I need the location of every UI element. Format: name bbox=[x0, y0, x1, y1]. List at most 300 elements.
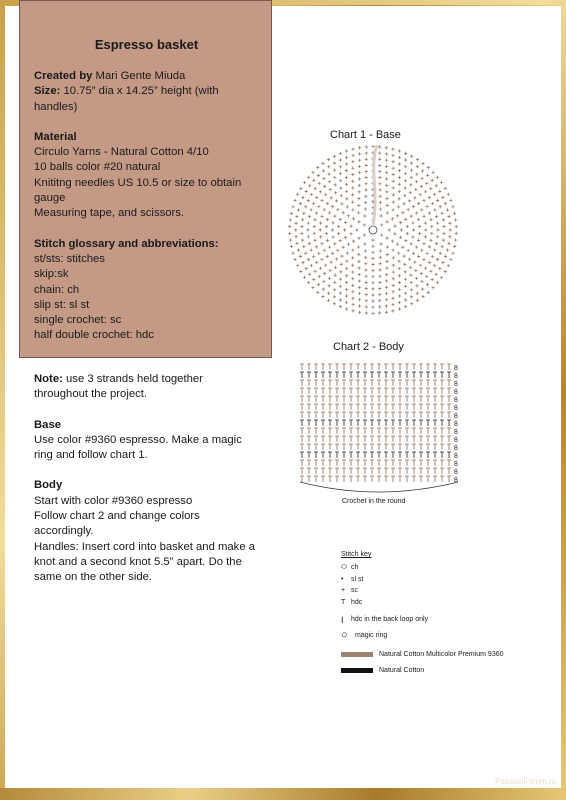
hdc-stitch-mark bbox=[349, 396, 353, 402]
sc-stitch-mark bbox=[440, 181, 443, 184]
sc-stitch-mark bbox=[326, 202, 329, 205]
hdc-stitch-mark bbox=[384, 364, 388, 370]
sc-stitch-mark bbox=[322, 169, 325, 172]
hdc-stitch-mark bbox=[342, 436, 346, 442]
hdc-stitch-mark bbox=[377, 476, 381, 482]
sc-stitch-mark bbox=[416, 292, 419, 295]
sc-stitch-mark bbox=[364, 275, 367, 278]
sc-stitch-mark bbox=[385, 279, 388, 282]
chain-turn-mark: 8 bbox=[454, 389, 458, 396]
hdc-stitch-mark bbox=[356, 388, 360, 394]
hdc-stitch-mark bbox=[300, 460, 304, 466]
sc-stitch-mark bbox=[424, 222, 427, 225]
sc-stitch-mark bbox=[365, 299, 368, 302]
chain-turn-mark: 8 bbox=[454, 373, 458, 380]
hdc-stitch-mark bbox=[391, 380, 395, 386]
chain-turn-mark: 8 bbox=[454, 381, 458, 388]
sc-stitch-mark bbox=[307, 176, 310, 179]
hdc-stitch-mark bbox=[328, 388, 332, 394]
sc-stitch-mark bbox=[339, 152, 342, 155]
hdc-stitch-mark bbox=[363, 460, 367, 466]
sc-stitch-mark bbox=[327, 284, 330, 287]
gold-frame-bottom bbox=[0, 788, 566, 800]
sc-stitch-mark bbox=[440, 245, 443, 248]
hdc-stitch-mark bbox=[377, 372, 381, 378]
sc-stitch-mark bbox=[399, 221, 402, 224]
sc-stitch-mark bbox=[398, 183, 401, 186]
sc-stitch-mark bbox=[435, 273, 438, 276]
sc-stitch-mark bbox=[327, 299, 330, 302]
hdc-stitch-mark bbox=[370, 372, 374, 378]
hdc-stitch-mark bbox=[426, 436, 430, 442]
sc-stitch-mark bbox=[351, 208, 354, 211]
sc-stitch-mark bbox=[328, 180, 331, 183]
sc-stitch-mark bbox=[385, 184, 388, 187]
hdc-stitch-mark bbox=[440, 468, 444, 474]
hdc-stitch-mark bbox=[370, 364, 374, 370]
sc-stitch-mark bbox=[408, 199, 411, 202]
sc-stitch-mark bbox=[323, 249, 326, 252]
sc-stitch-mark bbox=[351, 309, 354, 312]
sc-stitch-mark bbox=[392, 186, 395, 189]
sc-stitch-mark bbox=[351, 248, 354, 251]
hdc-stitch-mark bbox=[300, 372, 304, 378]
sc-stitch-mark bbox=[357, 211, 360, 214]
sc-stitch-mark bbox=[378, 188, 381, 191]
sc-stitch-mark bbox=[420, 208, 423, 211]
sc-stitch-mark bbox=[326, 218, 329, 221]
sc-stitch-mark bbox=[319, 228, 322, 231]
sc-stitch-mark bbox=[420, 280, 423, 283]
key-item-hdc-blo: I hdc in the back loop only bbox=[341, 614, 429, 625]
sc-stitch-mark bbox=[397, 205, 400, 208]
sc-stitch-mark bbox=[294, 199, 297, 202]
sc-stitch-mark bbox=[415, 284, 418, 287]
sc-stitch-mark bbox=[335, 199, 338, 202]
hdc-stitch-mark bbox=[419, 396, 423, 402]
hdc-stitch-mark bbox=[391, 412, 395, 418]
sc-stitch-mark bbox=[357, 237, 360, 240]
sc-stitch-mark bbox=[365, 151, 368, 154]
sc-stitch-mark bbox=[392, 200, 395, 203]
sc-stitch-mark bbox=[340, 263, 343, 266]
material-line: Knititng needles US 10.5 or size to obtain gauge bbox=[34, 176, 242, 205]
hdc-back-loop-icon: I bbox=[341, 614, 344, 625]
sc-stitch-mark bbox=[410, 155, 413, 158]
hdc-stitch-mark bbox=[433, 404, 437, 410]
hdc-stitch-mark bbox=[384, 404, 388, 410]
hdc-stitch-mark bbox=[377, 396, 381, 402]
hdc-stitch-mark bbox=[405, 436, 409, 442]
hdc-stitch-mark bbox=[419, 364, 423, 370]
sc-stitch-mark bbox=[337, 232, 340, 235]
sc-stitch-mark bbox=[386, 211, 389, 214]
sc-stitch-mark bbox=[404, 305, 407, 308]
magic-ring-icon: ○ bbox=[341, 629, 348, 642]
sc-stitch-mark bbox=[339, 179, 342, 182]
sc-stitch-mark bbox=[385, 286, 388, 289]
hdc-stitch-mark bbox=[370, 444, 374, 450]
sc-stitch-mark bbox=[333, 242, 336, 245]
sc-stitch-mark bbox=[351, 270, 354, 273]
sc-stitch-mark bbox=[415, 180, 418, 183]
sc-stitch-mark bbox=[378, 158, 381, 161]
hdc-stitch-mark bbox=[307, 436, 311, 442]
hdc-stitch-mark bbox=[391, 372, 395, 378]
hdc-stitch-mark bbox=[314, 420, 318, 426]
sc-stitch-mark bbox=[342, 246, 345, 249]
sc-stitch-mark bbox=[398, 288, 401, 291]
sc-stitch-mark bbox=[343, 228, 346, 231]
sc-stitch-mark bbox=[290, 245, 293, 248]
chain-turn-mark: 8 bbox=[454, 405, 458, 412]
sc-stitch-mark bbox=[385, 152, 388, 155]
sc-stitch-mark bbox=[404, 172, 407, 175]
hdc-stitch-mark bbox=[349, 436, 353, 442]
sc-stitch-mark bbox=[371, 245, 374, 248]
key-item-sc: + sc bbox=[341, 587, 358, 595]
sc-stitch-mark bbox=[420, 185, 423, 188]
hdc-stitch-mark bbox=[391, 404, 395, 410]
hdc-stitch-mark bbox=[356, 428, 360, 434]
sc-stitch-mark bbox=[442, 218, 445, 221]
sc-stitch-mark bbox=[319, 190, 322, 193]
sc-stitch-mark bbox=[410, 215, 413, 218]
sc-stitch-mark bbox=[398, 301, 401, 304]
hdc-stitch-mark bbox=[300, 420, 304, 426]
sc-stitch-mark bbox=[426, 283, 429, 286]
sc-stitch-mark bbox=[398, 190, 401, 193]
sc-stitch-mark bbox=[378, 275, 381, 278]
sc-stitch-mark bbox=[404, 179, 407, 182]
hdc-stitch-mark bbox=[377, 468, 381, 474]
sc-stitch-mark bbox=[301, 218, 304, 221]
hdc-stitch-mark bbox=[398, 412, 402, 418]
hdc-stitch-mark bbox=[349, 444, 353, 450]
hdc-stitch-mark bbox=[314, 372, 318, 378]
magic-ring-mark bbox=[369, 226, 377, 234]
sc-stitch-mark bbox=[417, 239, 420, 242]
sc-stitch-mark bbox=[363, 214, 366, 217]
sc-stitch-mark bbox=[312, 278, 315, 281]
sc-stitch-mark bbox=[436, 228, 439, 231]
sc-stitch-mark bbox=[330, 261, 333, 264]
hdc-stitch-mark bbox=[349, 412, 353, 418]
sc-stitch-mark bbox=[385, 298, 388, 301]
page-title: Espresso basket bbox=[94, 37, 199, 52]
hdc-stitch-mark bbox=[405, 476, 409, 482]
chain-turn-mark: 8 bbox=[454, 453, 458, 460]
sc-stitch-mark bbox=[371, 257, 374, 260]
sc-stitch-mark bbox=[451, 205, 454, 208]
hdc-stitch-mark bbox=[384, 452, 388, 458]
sc-stitch-mark bbox=[337, 225, 340, 228]
sc-stitch-mark bbox=[299, 270, 302, 273]
sc-stitch-mark bbox=[308, 242, 311, 245]
sc-stitch-mark bbox=[380, 223, 383, 226]
hdc-stitch-mark bbox=[321, 372, 325, 378]
hdc-stitch-mark bbox=[307, 380, 311, 386]
sc-stitch-mark bbox=[453, 212, 456, 215]
sc-stitch-mark bbox=[357, 245, 360, 248]
sc-stitch-mark bbox=[426, 174, 429, 177]
sc-stitch-mark bbox=[327, 158, 330, 161]
hdc-stitch-mark bbox=[363, 396, 367, 402]
sc-stitch-mark bbox=[363, 223, 366, 226]
hdc-stitch-mark bbox=[419, 380, 423, 386]
hdc-stitch-mark bbox=[412, 452, 416, 458]
hdc-stitch-mark bbox=[440, 404, 444, 410]
hdc-stitch-mark bbox=[433, 364, 437, 370]
hdc-stitch-mark bbox=[405, 372, 409, 378]
hdc-stitch-mark bbox=[426, 404, 430, 410]
sc-stitch-mark bbox=[319, 267, 322, 270]
hdc-stitch-mark bbox=[349, 404, 353, 410]
chain-icon: ⬭ bbox=[341, 563, 347, 571]
hdc-stitch-mark bbox=[349, 460, 353, 466]
hdc-stitch-mark bbox=[356, 412, 360, 418]
hdc-stitch-mark bbox=[314, 412, 318, 418]
sc-stitch-mark bbox=[304, 205, 307, 208]
hdc-stitch-mark bbox=[433, 460, 437, 466]
sc-stitch-mark bbox=[299, 187, 302, 190]
sc-stitch-mark bbox=[438, 267, 441, 270]
sc-stitch-mark bbox=[410, 162, 413, 165]
sc-stitch-mark bbox=[351, 180, 354, 183]
sc-stitch-mark bbox=[319, 235, 322, 238]
hdc-stitch-mark bbox=[433, 388, 437, 394]
hdc-stitch-mark bbox=[342, 372, 346, 378]
sc-stitch-mark bbox=[365, 305, 368, 308]
sc-stitch-mark bbox=[320, 215, 323, 218]
hdc-stitch-mark bbox=[356, 452, 360, 458]
sc-stitch-mark bbox=[291, 252, 294, 255]
sc-stitch-mark bbox=[322, 177, 325, 180]
sc-stitch-mark bbox=[444, 187, 447, 190]
sc-stitch-mark bbox=[391, 167, 394, 170]
sc-stitch-mark bbox=[345, 169, 348, 172]
hdc-stitch-mark bbox=[307, 412, 311, 418]
hdc-stitch-mark bbox=[405, 396, 409, 402]
sc-stitch-mark bbox=[315, 245, 318, 248]
chain-turn-mark: 8 bbox=[454, 445, 458, 452]
sc-stitch-mark bbox=[328, 211, 331, 214]
hdc-stitch-mark bbox=[384, 412, 388, 418]
sc-stitch-mark bbox=[433, 264, 436, 267]
sc-stitch-mark bbox=[317, 252, 320, 255]
hdc-stitch-mark bbox=[321, 452, 325, 458]
hdc-stitch-mark bbox=[433, 476, 437, 482]
sc-stitch-mark bbox=[400, 228, 403, 231]
sc-stitch-mark bbox=[318, 275, 321, 278]
hdc-stitch-mark bbox=[307, 452, 311, 458]
sc-stitch-mark bbox=[403, 263, 406, 266]
sc-stitch-mark bbox=[442, 232, 445, 235]
sc-stitch-mark bbox=[449, 258, 452, 261]
sc-stitch-mark bbox=[436, 258, 439, 261]
hdc-stitch-mark bbox=[398, 444, 402, 450]
hdc-stitch-mark bbox=[335, 404, 339, 410]
hdc-stitch-mark bbox=[405, 420, 409, 426]
hdc-stitch-mark bbox=[370, 452, 374, 458]
hdc-stitch-mark bbox=[321, 476, 325, 482]
hdc-stitch-mark bbox=[307, 476, 311, 482]
sc-stitch-mark bbox=[304, 252, 307, 255]
sc-stitch-mark bbox=[290, 212, 293, 215]
chain-turn-mark: 8 bbox=[454, 469, 458, 476]
sc-stitch-mark bbox=[331, 221, 334, 224]
sc-stitch-mark bbox=[347, 214, 350, 217]
hdc-stitch-mark bbox=[321, 420, 325, 426]
sc-stitch-mark bbox=[365, 281, 368, 284]
hdc-stitch-mark bbox=[447, 420, 451, 426]
sc-stitch-mark bbox=[352, 240, 355, 243]
sc-stitch-mark bbox=[440, 276, 443, 279]
sc-stitch-mark bbox=[446, 248, 449, 251]
sc-stitch-mark bbox=[414, 269, 417, 272]
hdc-stitch-mark bbox=[412, 460, 416, 466]
sc-stitch-mark bbox=[323, 272, 326, 275]
sc-stitch-mark bbox=[365, 287, 368, 290]
hdc-stitch-mark bbox=[349, 476, 353, 482]
hdc-stitch-mark bbox=[300, 380, 304, 386]
sc-stitch-mark bbox=[416, 158, 419, 161]
hdc-stitch-mark bbox=[391, 420, 395, 426]
sc-stitch-mark bbox=[340, 194, 343, 197]
sc-stitch-mark bbox=[313, 232, 316, 235]
sc-stitch-mark bbox=[420, 177, 423, 180]
sc-stitch-mark bbox=[424, 190, 427, 193]
sc-stitch-mark bbox=[313, 218, 316, 221]
sc-stitch-mark bbox=[315, 261, 318, 264]
glossary-line: st/sts: stitches bbox=[34, 252, 105, 265]
hdc-stitch-mark bbox=[384, 436, 388, 442]
sc-stitch-mark bbox=[415, 277, 418, 280]
sc-stitch-mark bbox=[412, 205, 415, 208]
sc-stitch-mark bbox=[371, 275, 374, 278]
hdc-stitch-mark bbox=[314, 380, 318, 386]
sc-stitch-mark bbox=[371, 239, 374, 242]
sc-stitch-mark bbox=[392, 264, 395, 267]
sc-stitch-mark bbox=[291, 205, 294, 208]
sc-stitch-mark bbox=[439, 205, 442, 208]
sc-stitch-mark bbox=[302, 212, 305, 215]
sc-stitch-mark bbox=[391, 208, 394, 211]
sc-stitch-mark bbox=[391, 297, 394, 300]
hdc-stitch-mark bbox=[328, 396, 332, 402]
sc-stitch-mark bbox=[427, 291, 430, 294]
hdc-stitch-mark bbox=[426, 460, 430, 466]
sc-stitch-mark bbox=[351, 277, 354, 280]
sc-stitch-mark bbox=[333, 155, 336, 158]
hdc-stitch-mark bbox=[300, 468, 304, 474]
sc-stitch-mark bbox=[345, 260, 348, 263]
sc-stitch-mark bbox=[448, 222, 451, 225]
sc-stitch-mark bbox=[454, 218, 457, 221]
sc-stitch-mark bbox=[404, 278, 407, 281]
hdc-stitch-mark bbox=[300, 388, 304, 394]
hdc-stitch-mark bbox=[335, 428, 339, 434]
hdc-stitch-mark bbox=[349, 468, 353, 474]
sc-stitch-mark bbox=[421, 295, 424, 298]
sc-stitch-mark bbox=[302, 245, 305, 248]
hdc-stitch-mark bbox=[440, 380, 444, 386]
hdc-stitch-mark bbox=[398, 372, 402, 378]
sc-stitch-mark bbox=[391, 309, 394, 312]
sc-stitch-mark bbox=[315, 212, 318, 215]
key-item-magic-ring: ○ magic ring bbox=[341, 629, 388, 642]
sc-stitch-mark bbox=[334, 266, 337, 269]
sc-stitch-mark bbox=[410, 302, 413, 305]
sc-stitch-mark bbox=[433, 193, 436, 196]
sc-stitch-mark bbox=[339, 270, 342, 273]
sc-stitch-mark bbox=[413, 196, 416, 199]
hdc-stitch-mark bbox=[447, 404, 451, 410]
hdc-stitch-mark bbox=[370, 380, 374, 386]
hdc-stitch-mark bbox=[433, 452, 437, 458]
created-by: Created by Mari Gente Miuda bbox=[34, 70, 186, 82]
sc-stitch-mark bbox=[319, 222, 322, 225]
sc-stitch-mark bbox=[358, 286, 361, 289]
hdc-stitch-mark bbox=[419, 476, 423, 482]
hdc-stitch-mark bbox=[370, 388, 374, 394]
hdc-stitch-mark bbox=[447, 444, 451, 450]
glossary-line: chain: ch bbox=[34, 283, 80, 296]
sc-stitch-mark bbox=[333, 162, 336, 165]
sc-stitch-mark bbox=[365, 293, 368, 296]
hdc-stitch-mark bbox=[384, 388, 388, 394]
sc-stitch-mark bbox=[380, 242, 383, 245]
sc-stitch-mark bbox=[321, 295, 324, 298]
sc-stitch-mark bbox=[436, 222, 439, 225]
sc-stitch-mark bbox=[431, 255, 434, 258]
sc-stitch-mark bbox=[398, 169, 401, 172]
sc-stitch-mark bbox=[444, 270, 447, 273]
sc-stitch-mark bbox=[385, 220, 388, 223]
sc-stitch-mark bbox=[371, 287, 374, 290]
sc-stitch-mark bbox=[294, 258, 297, 261]
chart1-base-diagram bbox=[288, 145, 458, 315]
sc-stitch-mark bbox=[397, 197, 400, 200]
sc-stitch-mark bbox=[379, 207, 382, 210]
sc-stitch-mark bbox=[363, 242, 366, 245]
sc-stitch-mark bbox=[307, 281, 310, 284]
hdc-stitch-mark bbox=[321, 380, 325, 386]
sc-stitch-mark bbox=[330, 196, 333, 199]
sc-stitch-mark bbox=[429, 270, 432, 273]
glossary-line: slip st: sl st bbox=[34, 298, 90, 311]
chain-turn-mark: 8 bbox=[454, 421, 458, 428]
hdc-stitch-mark bbox=[405, 380, 409, 386]
hdc-stitch-mark bbox=[405, 388, 409, 394]
sc-stitch-mark bbox=[358, 267, 361, 270]
sc-stitch-mark bbox=[317, 283, 320, 286]
hdc-stitch-mark bbox=[391, 436, 395, 442]
sc-stitch-mark bbox=[406, 225, 409, 228]
sc-stitch-mark bbox=[388, 228, 391, 231]
sc-stitch-mark bbox=[406, 232, 409, 235]
sc-stitch-mark bbox=[396, 214, 399, 217]
sc-stitch-mark bbox=[313, 239, 316, 242]
hdc-stitch-mark bbox=[398, 364, 402, 370]
sc-stitch-mark bbox=[311, 171, 314, 174]
stitch-key bbox=[341, 551, 504, 676]
hdc-stitch-mark bbox=[419, 460, 423, 466]
sc-stitch-mark bbox=[365, 145, 368, 148]
sc-stitch-mark bbox=[449, 199, 452, 202]
hdc-stitch-mark bbox=[447, 452, 451, 458]
hdc-stitch-mark bbox=[384, 460, 388, 466]
